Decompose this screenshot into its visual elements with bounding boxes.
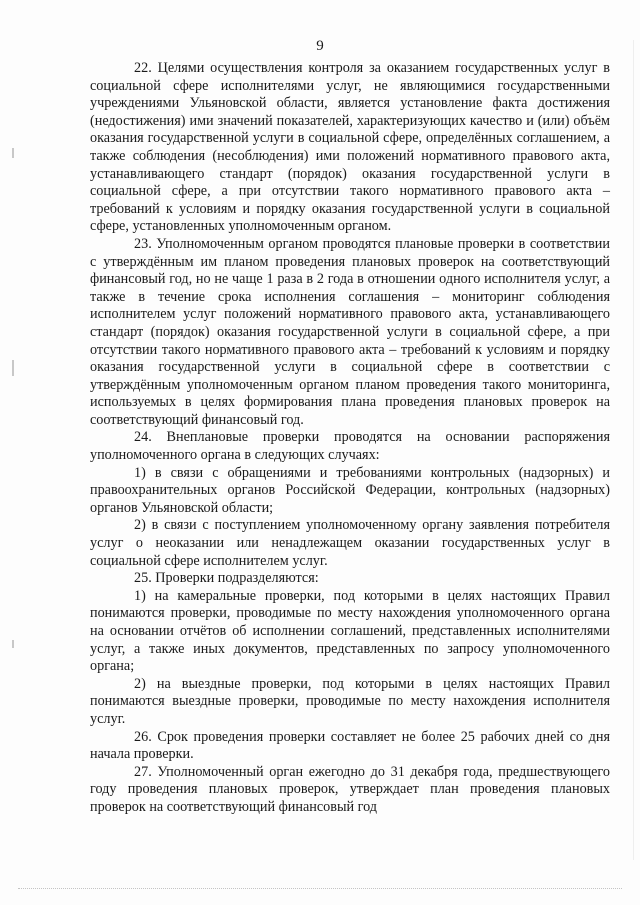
paragraph-24-item-1: 1) в связи с обращениями и требованиями контрольных (надзорных) и правоохранительных органов Российской Федерации, контрольных (надзорных) органов Ульяновской области;: [90, 464, 610, 516]
scan-margin-mark: [12, 148, 14, 158]
paragraph-25-item-2: 2) на выездные проверки, под которыми в целях настоящих Правил понимаются выездные проверки, проводимые по месту нахождения исполнителя услуг.: [90, 675, 610, 727]
page-edge-shadow: [633, 40, 634, 860]
paragraph-25-item-1: 1) на камеральные проверки, под которыми в целях настоящих Правил понимаются проверки, проводимые по месту нахождения уполномоченного органа на основании отчётов об исполнении соглашений, представленных исполнителями услуг, а также иных документов, представленных по запросу уполномоченного органа;: [90, 587, 610, 675]
paragraph-26: 26. Срок проведения проверки составляет не более 25 рабочих дней со дня начала проверки.: [90, 728, 610, 763]
paragraph-24: 24. Внеплановые проверки проводятся на основании распоряжения уполномоченного органа в следующих случаях:: [90, 429, 610, 464]
bottom-scan-line: [18, 888, 622, 890]
paragraph-27: 27. Уполномоченный орган ежегодно до 31 декабря года, предшествующего году проведения плановых проверок, утверждает план проведения плановых проверок на соответствующий финансовый год: [90, 763, 610, 815]
paragraph-24-item-2: 2) в связи с поступлением уполномоченному органу заявления потребителя услуг о неоказании или ненадлежащем оказании государственных услуг в социальной сфере исполнителем услуг.: [90, 517, 610, 569]
scan-margin-mark: [12, 640, 14, 648]
paragraph-25: 25. Проверки подразделяются:: [134, 570, 319, 587]
paragraph-22: 22. Целями осуществления контроля за оказанием государственных услуг в социальной сфере исполнителями услуг, не являющимися государственными учреждениями Ульяновской области, является установление факта достижения (недостижения) ими значений показателей, характеризующих качество и (или) объём оказания государственной услуги в социальной сфере, определённых соглашением, а также соблюдения (несоблюдения) ими положений нормативного правового акта, устанавливающего стандарт (порядок) оказания государственной услуги в социальной сфере, а при отсутствии такого нормативного правового акта – требований к условиям и порядку оказания государственной услуги в социальной сфере, установленных уполномоченным органом.: [90, 60, 610, 235]
page-number: 9: [316, 38, 324, 54]
paragraph-23: 23. Уполномоченным органом проводятся плановые проверки в соответствии с утверждённым им планом проведения плановых проверок на соответствующий финансовый год, но не чаще 1 раза в 2 года в отношении одного исполнителя услуг, а также в течение срока исполнения соглашения – мониторинг соблюдения исполнителем услуг положений нормативного правового акта, устанавливающего стандарт (порядок) оказания государственной услуги в социальной сфере, а при отсутствии такого нормативного правового акта – требований к условиям и порядку оказания государственной услуги в социальной сфере в соответствии с утверждённым уполномоченным органом планом проведения такого мониторинга, используемых в целях формирования плана проведения плановых проверок на соответствующий финансовый год.: [90, 235, 610, 428]
scan-margin-mark: [12, 360, 14, 376]
document-body: [90, 60, 610, 817]
